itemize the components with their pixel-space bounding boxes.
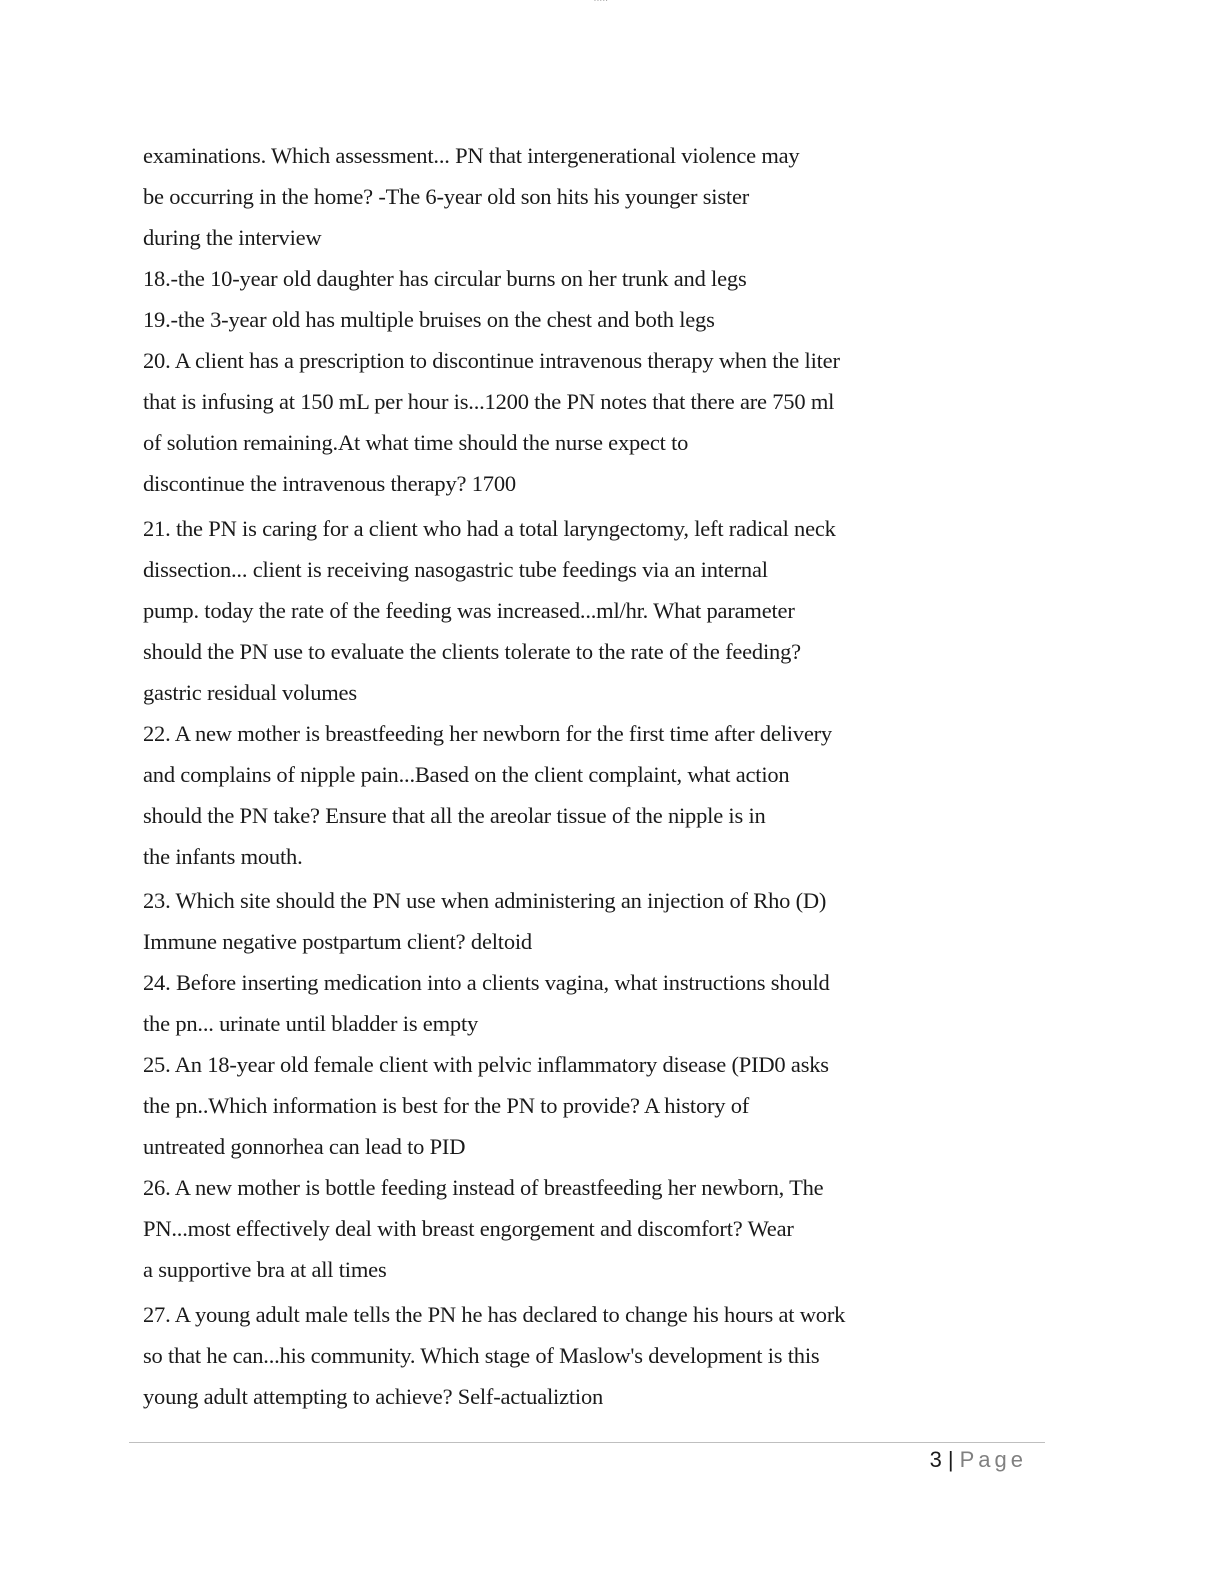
footer-divider [129,1442,1045,1443]
text-line: 20. A client has a prescription to discontinue intravenous therapy when the liter [143,348,840,373]
text-line: the infants mouth. [143,844,303,869]
text-line: should the PN take? Ensure that all the areolar tissue of the nipple is in [143,803,766,828]
text-line: Immune negative postpartum client? deltoid [143,929,532,954]
text-line: the pn..Which information is best for the PN to provide? A history of [143,1093,750,1118]
text-line: dissection... client is receiving nasogastric tube feedings via an internal [143,557,768,582]
header-mark [594,0,612,4]
text-line: 18.-the 10-year old daughter has circular burns on her trunk and legs [143,266,747,291]
text-line: PN...most effectively deal with breast engorgement and discomfort? Wear [143,1216,794,1241]
page-number: 3 [929,1447,942,1472]
text-line: should the PN use to evaluate the clients tolerate to the rate of the feeding? [143,639,801,664]
text-line: young adult attempting to achieve? Self-actualiztion [143,1384,604,1409]
text-line: and complains of nipple pain...Based on the client complaint, what action [143,762,790,787]
text-line: of solution remaining.At what time should the nurse expect to [143,430,689,455]
footer-separator: | [947,1447,954,1472]
text-line: gastric residual volumes [143,680,357,705]
text-line: 22. A new mother is breastfeeding her newborn for the first time after delivery [143,721,832,746]
text-line: so that he can...his community. Which stage of Maslow's development is this [143,1343,820,1368]
text-line: a supportive bra at all times [143,1257,387,1282]
text-line: pump. today the rate of the feeding was increased...ml/hr. What parameter [143,598,795,623]
text-line: 21. the PN is caring for a client who had a total laryngectomy, left radical neck [143,516,836,541]
text-line: 27. A young adult male tells the PN he has declared to change his hours at work [143,1302,846,1327]
page-label: Page [959,1447,1027,1472]
text-line: that is infusing at 150 mL per hour is...1200 the PN notes that there are 750 ml [143,389,835,414]
text-line: 25. An 18-year old female client with pelvic inflammatory disease (PID0 asks [143,1052,829,1077]
text-line: discontinue the intravenous therapy? 1700 [143,471,516,496]
text-line: 24. Before inserting medication into a clients vagina, what instructions should [143,970,830,995]
text-line: during the interview [143,225,322,250]
text-line: 26. A new mother is bottle feeding instead of breastfeeding her newborn, The [143,1175,824,1200]
page-footer [930,1446,1027,1474]
text-line: untreated gonnorhea can lead to PID [143,1134,466,1159]
text-line: 19.-the 3-year old has multiple bruises on the chest and both legs [143,307,715,332]
text-line: the pn... urinate until bladder is empty [143,1011,479,1036]
text-line: 23. Which site should the PN use when administering an injection of Rho (D) [143,888,827,913]
text-line: examinations. Which assessment... PN that intergenerational violence may [143,143,800,168]
text-line: be occurring in the home? -The 6-year old son hits his younger sister [143,184,750,209]
